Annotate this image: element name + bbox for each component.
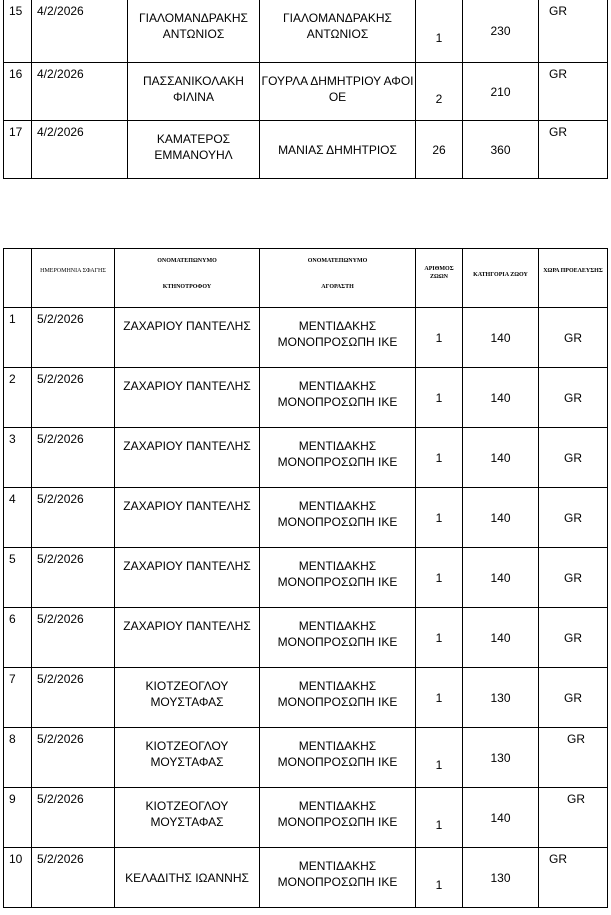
slaughter-date: 4/2/2026	[32, 121, 128, 179]
buyer-name: ΜΕΝΤΙΔΑΚΗΣ ΜΟΝΟΠΡΟΣΩΠΗ ΙΚΕ	[260, 308, 416, 368]
farmer-name: ΓΙΑΛΟΜΑΝΔΡΑΚΗΣ ΑΝΤΩΝΙΟΣ	[128, 0, 260, 63]
slaughter-date: 5/2/2026	[32, 548, 115, 608]
header-farmer-name-bottom: ΚΤΗΝΟΤΡΟΦΟΥ	[162, 284, 212, 290]
animal-count: 1	[416, 428, 463, 488]
buyer-name: ΓΟΥΡΛΑ ΔΗΜΗΤΡΙΟΥ ΑΦΟΙ ΟΕ	[260, 63, 416, 121]
buyer-name: ΜΑΝΙΑΣ ΔΗΜΗΤΡΙΟΣ	[260, 121, 416, 179]
origin-country: GR	[539, 308, 608, 368]
animal-count: 1	[416, 488, 463, 548]
animal-count: 1	[416, 668, 463, 728]
table-row	[4, 308, 608, 368]
header-buyer-name-bottom: ΑΓΟΡΑΣΤΗ	[321, 284, 354, 290]
slaughter-date: 5/2/2026	[32, 668, 115, 728]
animal-count: 2	[416, 63, 463, 121]
row-number: 8	[4, 728, 32, 788]
origin-country: GR	[539, 548, 608, 608]
animal-category: 130	[463, 728, 539, 788]
animal-category: 140	[463, 548, 539, 608]
buyer-name: ΜΕΝΤΙΔΑΚΗΣ ΜΟΝΟΠΡΟΣΩΠΗ ΙΚΕ	[260, 728, 416, 788]
table-header-row	[4, 249, 608, 308]
header-row-number	[4, 249, 32, 308]
origin-country: GR	[539, 488, 608, 548]
table-row	[4, 608, 608, 668]
farmer-name: ΚΙΟΤΖΕΟΓΛΟΥ ΜΟΥΣΤΑΦΑΣ	[115, 788, 260, 848]
buyer-name: ΜΕΝΤΙΔΑΚΗΣ ΜΟΝΟΠΡΟΣΩΠΗ ΙΚΕ	[260, 428, 416, 488]
header-farmer-name-top: ΟΝΟΜΑΤΕΠΩΝΥΜΟ	[157, 258, 217, 264]
animal-category: 140	[463, 788, 539, 848]
row-number: 2	[4, 368, 32, 428]
table-row	[4, 63, 608, 121]
buyer-name: ΓΙΑΛΟΜΑΝΔΡΑΚΗΣ ΑΝΤΩΝΙΟΣ	[260, 0, 416, 63]
slaughter-date: 4/2/2026	[32, 63, 128, 121]
farmer-name: ΚΕΛΑΔΙΤΗΣ ΙΩΑΝΝΗΣ	[115, 848, 260, 908]
table-row	[4, 548, 608, 608]
farmer-name: ΖΑΧΑΡΙΟΥ ΠΑΝΤΕΛΗΣ	[115, 428, 260, 488]
previous-page-table	[3, 0, 608, 179]
table-row	[4, 728, 608, 788]
row-number: 16	[4, 63, 32, 121]
table-row	[4, 848, 608, 908]
animal-count: 1	[416, 0, 463, 63]
header-buyer-name-top: ΟΝΟΜΑΤΕΠΩΝΥΜΟ	[307, 258, 368, 264]
table-row	[4, 428, 608, 488]
table-row	[4, 0, 608, 63]
header-origin-country: ΧΩΡΑ ΠΡΟΕΛΕΥΣΗΣ	[539, 249, 608, 308]
origin-country: GR	[539, 368, 608, 428]
slaughter-record-table	[3, 248, 608, 908]
row-number: 15	[4, 0, 32, 63]
row-number: 1	[4, 308, 32, 368]
animal-count: 26	[416, 121, 463, 179]
header-animal-count: ΑΡΙΘΜΟΣ ΖΩΩΝ	[416, 249, 463, 308]
row-number: 5	[4, 548, 32, 608]
origin-country: GR	[539, 0, 608, 63]
farmer-name: ΚΑΜΑΤΕΡΟΣ ΕΜΜΑΝΟΥΗΛ	[128, 121, 260, 179]
buyer-name: ΜΕΝΤΙΔΑΚΗΣ ΜΟΝΟΠΡΟΣΩΠΗ ΙΚΕ	[260, 608, 416, 668]
table-row	[4, 368, 608, 428]
origin-country: GR	[539, 608, 608, 668]
buyer-name: ΜΕΝΤΙΔΑΚΗΣ ΜΟΝΟΠΡΟΣΩΠΗ ΙΚΕ	[260, 848, 416, 908]
row-number: 3	[4, 428, 32, 488]
row-number: 17	[4, 121, 32, 179]
slaughter-date: 5/2/2026	[32, 788, 115, 848]
buyer-name: ΜΕΝΤΙΔΑΚΗΣ ΜΟΝΟΠΡΟΣΩΠΗ ΙΚΕ	[260, 488, 416, 548]
buyer-name: ΜΕΝΤΙΔΑΚΗΣ ΜΟΝΟΠΡΟΣΩΠΗ ΙΚΕ	[260, 548, 416, 608]
origin-country: GR	[539, 848, 608, 908]
header-farmer-name	[115, 249, 260, 308]
slaughter-date: 5/2/2026	[32, 728, 115, 788]
buyer-name: ΜΕΝΤΙΔΑΚΗΣ ΜΟΝΟΠΡΟΣΩΠΗ ΙΚΕ	[260, 788, 416, 848]
buyer-name: ΜΕΝΤΙΔΑΚΗΣ ΜΟΝΟΠΡΟΣΩΠΗ ΙΚΕ	[260, 668, 416, 728]
animal-category: 230	[463, 0, 539, 63]
animal-count: 1	[416, 788, 463, 848]
animal-category: 140	[463, 368, 539, 428]
animal-count: 1	[416, 608, 463, 668]
animal-count: 1	[416, 368, 463, 428]
header-buyer-name	[260, 249, 416, 308]
row-number: 10	[4, 848, 32, 908]
animal-category: 360	[463, 121, 539, 179]
animal-category: 130	[463, 668, 539, 728]
slaughter-date: 5/2/2026	[32, 488, 115, 548]
animal-count: 1	[416, 548, 463, 608]
farmer-name: ΖΑΧΑΡΙΟΥ ΠΑΝΤΕΛΗΣ	[115, 488, 260, 548]
animal-category: 140	[463, 428, 539, 488]
animal-category: 140	[463, 308, 539, 368]
slaughter-date: 5/2/2026	[32, 368, 115, 428]
farmer-name: ΚΙΟΤΖΕΟΓΛΟΥ ΜΟΥΣΤΑΦΑΣ	[115, 668, 260, 728]
origin-country: GR	[539, 728, 608, 788]
header-slaughter-date: ΗΜΕΡΟΜΗΝΙΑ ΣΦΑΓΗΣ	[32, 249, 115, 308]
animal-category: 130	[463, 848, 539, 908]
buyer-name: ΜΕΝΤΙΔΑΚΗΣ ΜΟΝΟΠΡΟΣΩΠΗ ΙΚΕ	[260, 368, 416, 428]
animal-category: 210	[463, 63, 539, 121]
animal-count: 1	[416, 728, 463, 788]
table-row	[4, 668, 608, 728]
row-number: 6	[4, 608, 32, 668]
slaughter-date: 4/2/2026	[32, 0, 128, 63]
table-row	[4, 488, 608, 548]
farmer-name: ΖΑΧΑΡΙΟΥ ΠΑΝΤΕΛΗΣ	[115, 308, 260, 368]
farmer-name: ΖΑΧΑΡΙΟΥ ΠΑΝΤΕΛΗΣ	[115, 548, 260, 608]
origin-country: GR	[539, 788, 608, 848]
slaughter-date: 5/2/2026	[32, 608, 115, 668]
animal-count: 1	[416, 308, 463, 368]
row-number: 4	[4, 488, 32, 548]
farmer-name: ΚΙΟΤΖΕΟΓΛΟΥ ΜΟΥΣΤΑΦΑΣ	[115, 728, 260, 788]
row-number: 7	[4, 668, 32, 728]
origin-country: GR	[539, 121, 608, 179]
origin-country: GR	[539, 668, 608, 728]
farmer-name: ΖΑΧΑΡΙΟΥ ΠΑΝΤΕΛΗΣ	[115, 368, 260, 428]
farmer-name: ΖΑΧΑΡΙΟΥ ΠΑΝΤΕΛΗΣ	[115, 608, 260, 668]
slaughter-date: 5/2/2026	[32, 308, 115, 368]
animal-count: 1	[416, 848, 463, 908]
animal-category: 140	[463, 488, 539, 548]
animal-category: 140	[463, 608, 539, 668]
origin-country: GR	[539, 63, 608, 121]
table-row	[4, 788, 608, 848]
row-number: 9	[4, 788, 32, 848]
table-row	[4, 121, 608, 179]
farmer-name: ΠΑΣΣΑΝΙΚΟΛΑΚΗ ΦΙΛΙΝΑ	[128, 63, 260, 121]
slaughter-date: 5/2/2026	[32, 848, 115, 908]
header-animal-category: ΚΑΤΗΓΟΡΙΑ ΖΩΟΥ	[463, 249, 539, 308]
slaughter-date: 5/2/2026	[32, 428, 115, 488]
origin-country: GR	[539, 428, 608, 488]
